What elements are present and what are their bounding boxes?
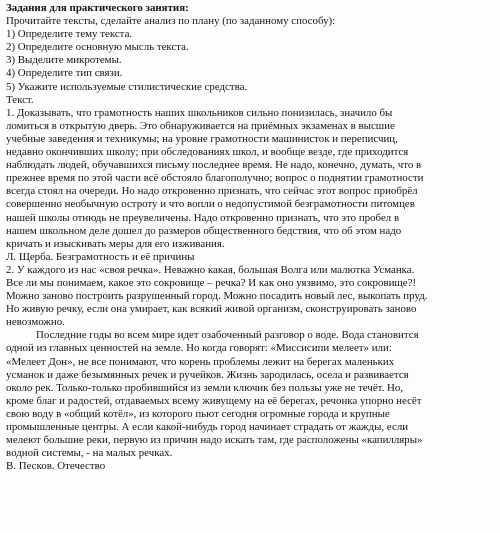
- text-line: Можно заново построить разрушенный город. Можно посадить новый лес, выкопать пруд.: [6, 290, 428, 303]
- text-line: «Мелеет Дон», не все понимают, что корень проблемы лежит на берегах маленьких: [6, 355, 395, 368]
- text-line: водной системы, - на малых речках.: [6, 447, 173, 460]
- text-1-source: Л. Щерба. Безграмотность и её причины: [6, 250, 195, 263]
- assignment-heading: Задания для практического занятия:: [6, 2, 189, 14]
- text-line: одной из главных ценностей на земле. Но когда говорят: «Миссисипи мелеет» или:: [6, 342, 392, 355]
- text-line: совершенно необычную остроту и что вопли о недопустимой безграмотности питомцев: [6, 198, 415, 211]
- text-line: прежнее время по этой части всё обстояло благополучно; вопрос о поднятии грамотности: [6, 172, 424, 185]
- text-line: учебные заведения и техникумы; на уровне грамотности машинисток и переписчиц,: [6, 132, 398, 145]
- text-line: свою воду в «общий котёл», из которого пьют сегодня огромные города и крупные: [6, 407, 390, 420]
- text-label: Текст.: [6, 93, 34, 106]
- text-2: [6, 264, 496, 474]
- text-line: Все ли мы понимаем, какое это сокровище – речка? И как оно уязвимо, это сокровище?!: [6, 276, 417, 289]
- text-line: 2. У каждого из нас «своя речка». Неважно какая, большая Волга или малютка Усманка.: [6, 263, 415, 276]
- text-line: недавно окончивших школу; при обследованиях школ, и вообще везде, где приходится: [6, 146, 409, 159]
- plan-item: 1) Определите тему текста.: [6, 28, 133, 41]
- text-line: 1. Доказывать, что грамотность наших школьников сильно понизилась, значило бы: [6, 106, 393, 119]
- plan-item: 5) Укажите используемые стилистические средства.: [6, 80, 248, 93]
- plan-item: 3) Выделите микротемы.: [6, 54, 122, 67]
- text-line: Последние годы во всем мире идет озабоченный разговор о воде. Вода становится: [36, 329, 419, 342]
- plan-item: 4) Определите тип связи.: [6, 67, 123, 80]
- instruction: Прочитайте тексты, сделайте анализ по плану (по заданному способу):: [6, 15, 336, 28]
- text-line: промышленные центры. А если какой-нибудь город начинает страдать от жажды, если: [6, 421, 409, 433]
- text-line: наблюдать людей, обучавшихся письму последнее время. Не надо, конечно, думать, что в: [6, 159, 422, 172]
- plan-item: 2) Определите основную мысль текста.: [6, 41, 189, 54]
- text-line: Но живую речку, если она умирает, как всякий живой организм, сконструировать заново: [6, 303, 417, 316]
- text-line: нашем школьном деле дошел до размеров общественного бедствия, что об этом надо: [6, 224, 402, 237]
- text-2-source: В. Песков. Отечество: [6, 460, 106, 473]
- text-line: около рек. Только-только пробившийся из земли ключик без пользы уже не течёт. Но,: [6, 381, 404, 394]
- text-line: всегда стоял на очереди. Но надо откровенно признать, что сейчас этот вопрос приобрёл: [6, 185, 418, 198]
- text-line: кроме благ и радостей, отдаваемых всему живущему на её берегах, речонка упорно несёт: [6, 394, 422, 407]
- text-line: усманок и даже безымянных речек и ручейков. Жизнь зародилась, осела и развивается: [6, 368, 409, 381]
- text-line: мелеют большие реки, первую из причин надо искать там, где расположены «капилляры»: [6, 434, 423, 447]
- text-line: ломиться в открытую дверь. Это обнаруживается на приёмных экзаменах в высшие: [6, 119, 395, 132]
- text-line: невозможно.: [6, 316, 65, 329]
- text-line: нашей школы отнюдь не преувеличены. Надо откровенно признать, что это пробел в: [6, 211, 400, 224]
- analysis-plan: [6, 28, 496, 93]
- text-line: кричать и изыскивать меры для его изживания.: [6, 237, 225, 250]
- text-1: [6, 107, 496, 264]
